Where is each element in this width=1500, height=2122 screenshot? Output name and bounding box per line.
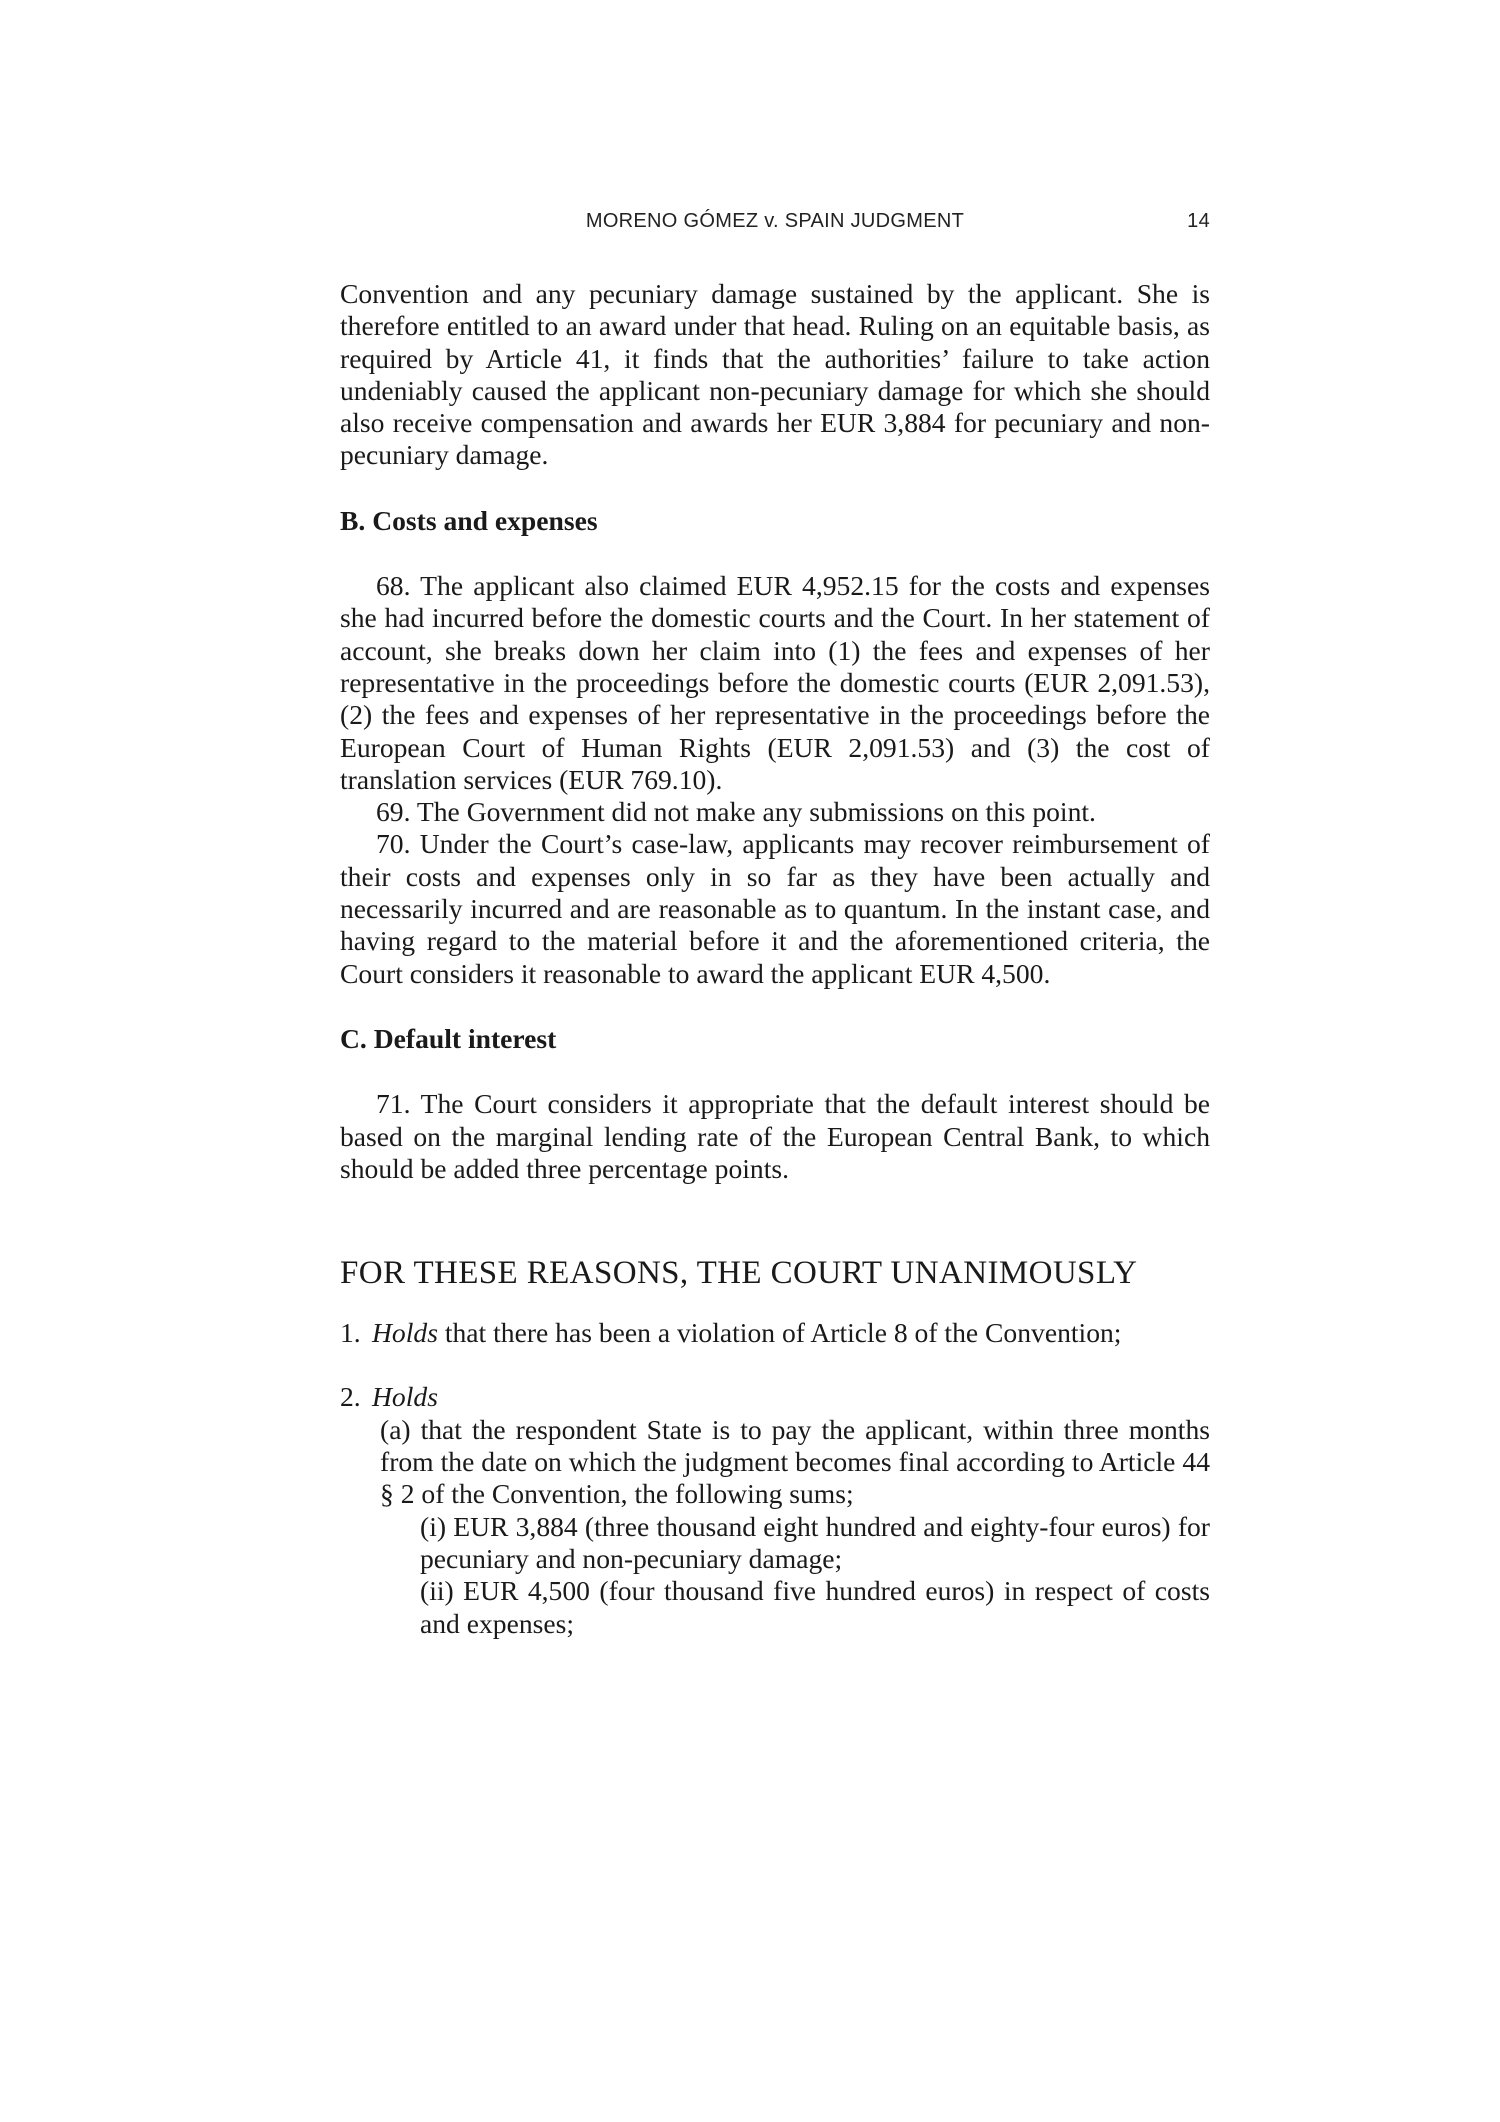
page-number: 14	[1187, 210, 1210, 232]
operative-heading: FOR THESE REASONS, THE COURT UNANIMOUSLY	[340, 1255, 1138, 1292]
operative-item-2-verb: Holds	[372, 1381, 438, 1413]
paragraph-67-continuation: Convention and any pecuniary damage sustained by the applicant. She is therefore entitled to an award under that head. Ruling on an equitable basis, as required by Article 41, it finds that the authorities’ failure to take action undeniably caused the applicant non-pecuniary damage for which she should also receive compensation and awards her EUR 3,884 for pecuniary and non-pecuniary damage.	[340, 278, 1210, 471]
section-heading-default-interest: C. Default interest	[340, 1022, 557, 1054]
paragraph-71: 71. The Court considers it appropriate that the default interest should be based on the marginal lending rate of the European Central Bank, to which should be added three percentage points.	[340, 1088, 1210, 1184]
operative-item-1-verb: Holds	[372, 1317, 438, 1349]
paragraph-70: 70. Under the Court’s case-law, applicants may recover reimbursement of their costs and expenses only in so far as they have been actually and necessarily incurred and are reasonable as to quantum. In the instant case, and having regard to the material before it and the aforementioned criteria, the Court considers it reasonable to award the applicant EUR 4,500.	[340, 828, 1210, 989]
operative-item-2a: (a) that the respondent State is to pay the applicant, within three months from the date on which the judgment becomes final according to Article 44 § 2 of the Convention, the following sums;	[380, 1413, 1210, 1510]
running-header	[340, 210, 1210, 240]
operative-item-2-number: 2.	[340, 1381, 361, 1413]
section-heading-costs: B. Costs and expenses	[340, 504, 598, 536]
operative-item-2a-i: (i) EUR 3,884 (three thousand eight hundred and eighty-four euros) for pecuniary and non-pecuniary damage;	[420, 1510, 1210, 1574]
case-title: MORENO GÓMEZ v. SPAIN JUDGMENT	[585, 210, 965, 232]
operative-item-2a-ii: (ii) EUR 4,500 (four thousand five hundred euros) in respect of costs and expenses;	[420, 1575, 1210, 1639]
operative-item-2	[340, 1381, 1210, 1413]
operative-item-1	[340, 1317, 1210, 1349]
paragraph-68: 68. The applicant also claimed EUR 4,952.15 for the costs and expenses she had incurred before the domestic courts and the Court. In her statement of account, she breaks down her claim into (1) the fees and expenses of her representative in the proceedings before the domestic courts (EUR 2,091.53), (2) the fees and expenses of her representative in the proceedings before the European Court of Human Rights (EUR 2,091.53) and (3) the cost of translation services (EUR 769.10).	[340, 570, 1210, 795]
operative-item-1-number: 1.	[340, 1317, 361, 1349]
paragraph-69: 69. The Government did not make any submissions on this point.	[376, 796, 1096, 828]
judgment-body	[340, 278, 1210, 1640]
operative-item-1-text: that there has been a violation of Article 8 of the Convention;	[437, 1317, 1122, 1349]
